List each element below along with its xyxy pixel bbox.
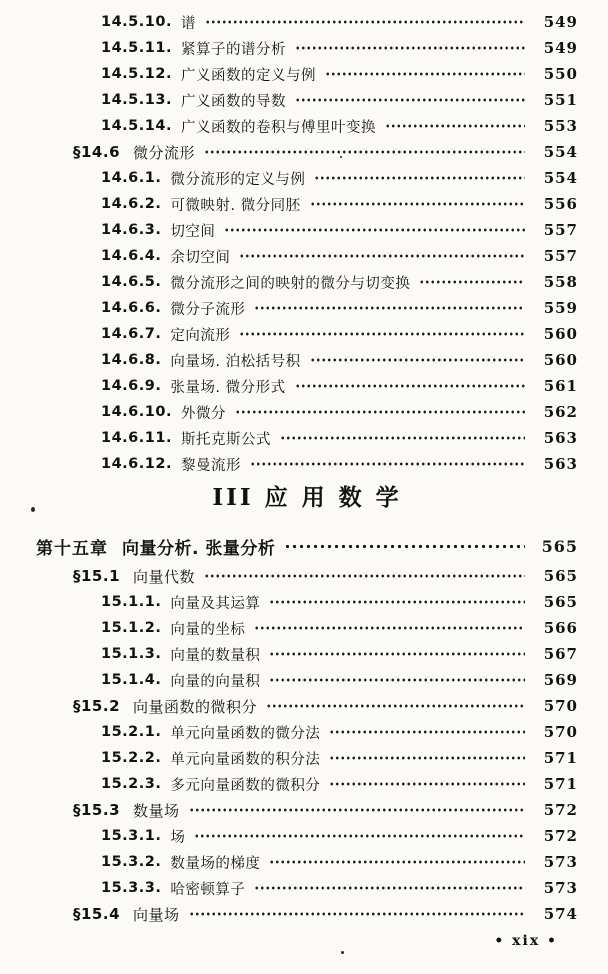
entry-title: 紧算子的谱分析 bbox=[180, 41, 286, 58]
entry-title: 单元向量函数的微分法 bbox=[170, 725, 321, 742]
entry-title: 单元向量函数的积分法 bbox=[170, 751, 321, 768]
toc-entry bbox=[36, 321, 578, 347]
entry-page: 560 bbox=[543, 351, 578, 369]
dot-leader bbox=[269, 667, 525, 693]
toc-entry bbox=[36, 399, 578, 425]
entry-page: 572 bbox=[543, 827, 578, 845]
toc-entry bbox=[36, 719, 578, 745]
entry-page: 573 bbox=[543, 853, 578, 871]
toc-entry bbox=[36, 641, 578, 667]
toc-entry bbox=[36, 529, 578, 563]
entry-title: 向量函数的微积分 bbox=[133, 697, 258, 716]
toc-entry bbox=[36, 347, 578, 373]
toc-entry bbox=[36, 9, 578, 35]
toc-entry bbox=[36, 373, 578, 399]
entry-page: 561 bbox=[543, 377, 578, 395]
entry-page: 557 bbox=[543, 221, 578, 239]
dot-leader bbox=[325, 61, 525, 87]
entry-page: 573 bbox=[543, 879, 578, 897]
entry-page: 554 bbox=[543, 143, 578, 161]
entry-title: 多元向量函数的微积分 bbox=[170, 777, 321, 794]
toc-entry bbox=[36, 243, 578, 269]
dot-leader bbox=[329, 719, 525, 745]
entry-number: 14.6.11. bbox=[101, 430, 172, 446]
toc-entry bbox=[36, 563, 578, 589]
dot-leader bbox=[269, 589, 525, 615]
entry-number: §15.3 bbox=[73, 801, 121, 819]
entry-title: 向量的坐标 bbox=[170, 621, 246, 638]
entry-number: §15.4 bbox=[73, 905, 121, 923]
entry-page: 553 bbox=[543, 117, 578, 135]
entry-title: 微分流形的定义与例 bbox=[170, 171, 306, 188]
entry-number: 14.6.6. bbox=[101, 300, 162, 316]
entry-title: 向量的数量积 bbox=[170, 647, 261, 664]
entry-title: 外微分 bbox=[180, 405, 226, 422]
entry-number: 14.6.9. bbox=[101, 378, 162, 394]
entry-number: 14.5.14. bbox=[101, 118, 172, 134]
dot-leader bbox=[250, 451, 525, 477]
dot-leader bbox=[329, 771, 525, 797]
entry-page: 558 bbox=[543, 273, 578, 291]
entry-title: 余切空间 bbox=[170, 249, 231, 266]
dot-leader bbox=[280, 425, 525, 451]
toc-entry bbox=[36, 217, 578, 243]
entry-page: 565 bbox=[543, 593, 578, 611]
entry-title: 广义函数的导数 bbox=[180, 93, 286, 110]
entry-number: 15.1.2. bbox=[101, 620, 162, 636]
entry-number: 15.2.3. bbox=[101, 776, 162, 792]
toc-entry bbox=[36, 823, 578, 849]
entry-title: 场 bbox=[170, 829, 186, 846]
scan-artifact bbox=[31, 507, 35, 512]
toc-entry bbox=[36, 901, 578, 927]
entry-title: 广义函数的定义与例 bbox=[180, 67, 316, 84]
entry-number: 15.3.1. bbox=[101, 828, 162, 844]
entry-page: 559 bbox=[543, 299, 578, 317]
footer-page-number: • xix • bbox=[494, 933, 558, 949]
entry-number: 14.6.5. bbox=[101, 274, 162, 290]
dot-leader bbox=[266, 693, 525, 719]
entry-title: 微分流形之间的映射的微分与切变换 bbox=[170, 275, 411, 292]
entry-title: 向量及其运算 bbox=[170, 595, 261, 612]
toc-entry bbox=[36, 667, 578, 693]
entry-number: 14.6.10. bbox=[101, 404, 172, 420]
entry-number: §15.2 bbox=[73, 697, 121, 715]
entry-title: 数量场的梯度 bbox=[170, 855, 261, 872]
dot-leader bbox=[385, 113, 525, 139]
entry-number: 14.6.2. bbox=[101, 196, 162, 212]
entry-title: 谱 bbox=[180, 15, 196, 32]
dot-leader bbox=[295, 35, 525, 61]
toc-entry bbox=[36, 269, 578, 295]
entry-number: §15.1 bbox=[73, 567, 121, 585]
dot-leader bbox=[284, 529, 525, 563]
dot-leader bbox=[189, 901, 525, 927]
toc-entry bbox=[36, 615, 578, 641]
entry-title: 广义函数的卷积与傅里叶变换 bbox=[180, 119, 376, 136]
scan-artifact bbox=[341, 951, 344, 954]
entry-page: 554 bbox=[543, 169, 578, 187]
entry-page: 571 bbox=[543, 775, 578, 793]
dot-leader bbox=[269, 849, 525, 875]
entry-title: 数量场 bbox=[133, 801, 180, 820]
entry-number: 14.6.8. bbox=[101, 352, 162, 368]
toc-entry bbox=[36, 693, 578, 719]
dot-leader bbox=[205, 9, 525, 35]
dot-leader bbox=[254, 295, 525, 321]
entry-page: 570 bbox=[543, 723, 578, 741]
entry-number: 14.6.4. bbox=[101, 248, 162, 264]
dot-leader bbox=[254, 875, 525, 901]
dot-leader bbox=[329, 745, 525, 771]
entry-page: 565 bbox=[543, 567, 578, 585]
dot-leader bbox=[310, 347, 525, 373]
toc-entry bbox=[36, 61, 578, 87]
entry-number: 14.5.11. bbox=[101, 40, 172, 56]
part-heading: III 应 用 数 学 bbox=[212, 484, 402, 511]
toc-entry bbox=[36, 745, 578, 771]
entry-title: 向量代数 bbox=[133, 567, 196, 586]
dot-leader bbox=[224, 217, 525, 243]
entry-page: 571 bbox=[543, 749, 578, 767]
entry-title: 哈密顿算子 bbox=[170, 881, 246, 898]
toc-entry bbox=[36, 35, 578, 61]
dot-leader bbox=[235, 399, 525, 425]
dot-leader bbox=[239, 321, 525, 347]
entry-number: 15.1.1. bbox=[101, 594, 162, 610]
toc-entry bbox=[36, 451, 578, 477]
toc-entry bbox=[36, 849, 578, 875]
dot-leader bbox=[194, 823, 525, 849]
entry-page: 572 bbox=[543, 801, 578, 819]
toc-entry bbox=[36, 191, 578, 217]
dot-leader bbox=[310, 191, 525, 217]
toc-entry bbox=[36, 589, 578, 615]
dot-leader bbox=[254, 615, 525, 641]
entry-page: 567 bbox=[543, 645, 578, 663]
dot-leader bbox=[269, 641, 525, 667]
entry-number: 15.2.2. bbox=[101, 750, 162, 766]
entry-title: 微分子流形 bbox=[170, 301, 246, 318]
toc-entry bbox=[36, 425, 578, 451]
dot-leader bbox=[204, 563, 525, 589]
dot-leader bbox=[295, 87, 525, 113]
toc-entry bbox=[36, 295, 578, 321]
entry-number: 14.5.13. bbox=[101, 92, 172, 108]
dot-leader bbox=[314, 165, 525, 191]
entry-number: §14.6 bbox=[73, 143, 121, 161]
toc-entry bbox=[36, 165, 578, 191]
toc-entry bbox=[36, 87, 578, 113]
toc-list bbox=[36, 9, 578, 927]
entry-number: 14.5.10. bbox=[101, 14, 172, 30]
entry-page: 569 bbox=[543, 671, 578, 689]
toc-entry bbox=[36, 797, 578, 823]
entry-page: 565 bbox=[541, 536, 578, 556]
dot-leader bbox=[189, 797, 525, 823]
dot-leader bbox=[204, 139, 525, 165]
dot-leader bbox=[295, 373, 525, 399]
entry-number: 14.5.12. bbox=[101, 66, 172, 82]
entry-page: 562 bbox=[543, 403, 578, 421]
entry-page: 549 bbox=[543, 39, 578, 57]
entry-title: 切空间 bbox=[170, 223, 216, 240]
entry-number: 15.3.3. bbox=[101, 880, 162, 896]
entry-page: 557 bbox=[543, 247, 578, 265]
entry-title: 向量场 bbox=[133, 905, 180, 924]
entry-page: 574 bbox=[543, 905, 578, 923]
entry-page: 551 bbox=[543, 91, 578, 109]
entry-number: 15.1.4. bbox=[101, 672, 162, 688]
entry-title: 微分流形 bbox=[133, 143, 196, 162]
entry-title: 斯托克斯公式 bbox=[180, 431, 271, 448]
entry-number: 14.6.7. bbox=[101, 326, 162, 342]
scan-artifact bbox=[340, 156, 342, 158]
entry-number: 15.2.1. bbox=[101, 724, 162, 740]
toc-entry bbox=[36, 875, 578, 901]
entry-page: 570 bbox=[543, 697, 578, 715]
entry-number: 第十五章 bbox=[36, 538, 108, 559]
entry-title: 向量的向量积 bbox=[170, 673, 261, 690]
entry-page: 563 bbox=[543, 429, 578, 447]
entry-title: 向量场. 泊松括号积 bbox=[170, 353, 301, 370]
entry-title: 张量场. 微分形式 bbox=[170, 379, 286, 396]
entry-number: 15.1.3. bbox=[101, 646, 162, 662]
entry-page: 550 bbox=[543, 65, 578, 83]
dot-leader bbox=[239, 243, 525, 269]
entry-title: 可微映射. 微分同胚 bbox=[170, 197, 301, 214]
entry-number: 15.3.2. bbox=[101, 854, 162, 870]
dot-leader bbox=[419, 269, 525, 295]
entry-page: 563 bbox=[543, 455, 578, 473]
entry-number: 14.6.12. bbox=[101, 456, 172, 472]
entry-page: 566 bbox=[543, 619, 578, 637]
entry-page: 556 bbox=[543, 195, 578, 213]
entry-page: 560 bbox=[543, 325, 578, 343]
entry-title: 定向流形 bbox=[170, 327, 231, 344]
entry-number: 14.6.1. bbox=[101, 170, 162, 186]
toc-entry bbox=[36, 113, 578, 139]
entry-title: 黎曼流形 bbox=[180, 457, 241, 474]
entry-number: 14.6.3. bbox=[101, 222, 162, 238]
entry-page: 549 bbox=[543, 13, 578, 31]
toc-entry bbox=[36, 139, 578, 165]
toc-entry bbox=[36, 771, 578, 797]
entry-title: 向量分析. 张量分析 bbox=[122, 538, 276, 559]
